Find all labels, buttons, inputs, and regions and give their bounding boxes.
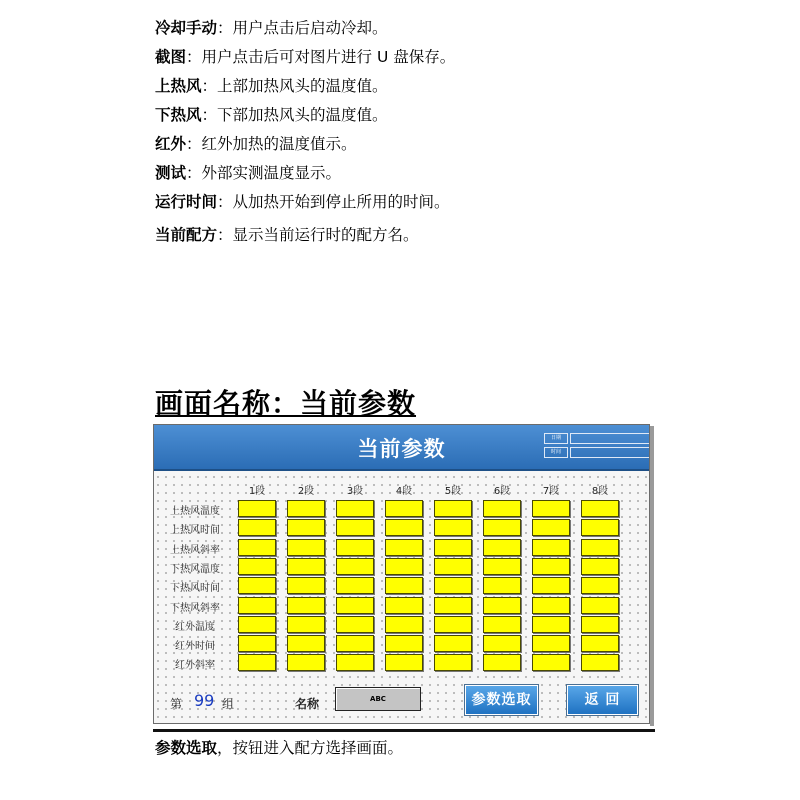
row-label: 上热风斜率 [170, 544, 220, 556]
parameter-cell[interactable] [336, 558, 374, 575]
desc-line-upper-air: 上热风：上部加热风头的温度值。 [155, 77, 388, 95]
section-title: 画面名称：当前参数 [155, 387, 417, 420]
parameter-select-button[interactable]: 参数选取 [465, 685, 538, 715]
footer-note: 参数选取，按钮进入配方选择画面。 [155, 739, 404, 757]
parameter-cell[interactable] [287, 539, 325, 556]
parameter-cell[interactable] [287, 577, 325, 594]
parameter-cell[interactable] [532, 597, 570, 614]
row-label: 红外斜率 [175, 660, 215, 672]
parameter-cell[interactable] [532, 577, 570, 594]
parameter-cell[interactable] [385, 500, 423, 517]
parameter-cell[interactable] [581, 519, 619, 536]
parameter-cell[interactable] [532, 616, 570, 633]
panel-divider [153, 729, 655, 732]
parameter-cell[interactable] [385, 597, 423, 614]
group-suffix: 组 [222, 697, 235, 711]
parameter-cell[interactable] [434, 616, 472, 633]
row-label: 上热风温度 [170, 506, 220, 517]
date-label: 日期 [544, 433, 568, 444]
parameter-cell[interactable] [287, 635, 325, 652]
name-label: 名称 [295, 697, 320, 711]
parameter-cell[interactable] [238, 500, 276, 517]
parameter-cell[interactable] [434, 500, 472, 517]
parameter-cell[interactable] [434, 519, 472, 536]
parameter-cell[interactable] [238, 597, 276, 614]
parameter-cell[interactable] [385, 635, 423, 652]
parameter-cell[interactable] [581, 500, 619, 517]
parameter-cell[interactable] [385, 654, 423, 671]
row-label: 红外温度 [175, 621, 215, 633]
desc-line-lower-air: 下热风：下部加热风头的温度值。 [155, 106, 388, 124]
parameter-cell[interactable] [287, 558, 325, 575]
parameter-cell[interactable] [336, 654, 374, 671]
parameter-cell[interactable] [483, 519, 521, 536]
parameter-cell[interactable] [532, 519, 570, 536]
parameter-cell[interactable] [336, 597, 374, 614]
parameter-cell[interactable] [581, 654, 619, 671]
desc-line-screenshot: 截图：用户点击后可对图片进行 U 盘保存。 [155, 48, 456, 66]
time-label: 时间 [544, 447, 568, 458]
parameter-cell[interactable] [287, 519, 325, 536]
column-header: 7段 [542, 486, 560, 497]
parameter-cell[interactable] [238, 654, 276, 671]
row-label: 上热风时间 [170, 525, 220, 537]
row-label: 红外时间 [175, 641, 215, 653]
parameter-cell[interactable] [385, 539, 423, 556]
desc-line-runtime: 运行时间：从加热开始到停止所用的时间。 [155, 193, 450, 211]
desc-line-infrared: 红外：红外加热的温度值示。 [155, 135, 357, 153]
column-header: 6段 [493, 486, 511, 497]
group-prefix: 第 [170, 697, 183, 711]
desc-line-cooling: 冷却手动：用户点击后启动冷却。 [155, 19, 388, 37]
parameter-cell[interactable] [336, 500, 374, 517]
parameter-cell[interactable] [238, 558, 276, 575]
parameter-cell[interactable] [287, 616, 325, 633]
parameter-cell[interactable] [434, 539, 472, 556]
parameter-cell[interactable] [238, 577, 276, 594]
parameter-cell[interactable] [532, 558, 570, 575]
parameter-cell[interactable] [287, 654, 325, 671]
desc-line-recipe: 当前配方：显示当前运行时的配方名。 [155, 226, 419, 244]
panel-header [154, 425, 649, 471]
panel-title: 当前参数 [357, 437, 446, 461]
parameter-cell[interactable] [385, 519, 423, 536]
parameter-cell[interactable] [336, 635, 374, 652]
recipe-name-display: ABC [335, 687, 421, 711]
parameter-cell[interactable] [581, 577, 619, 594]
parameter-cell[interactable] [434, 654, 472, 671]
parameter-cell[interactable] [336, 616, 374, 633]
parameter-cell[interactable] [483, 654, 521, 671]
parameter-cell[interactable] [238, 635, 276, 652]
column-header: 8段 [591, 486, 609, 497]
parameter-cell[interactable] [483, 539, 521, 556]
desc-line-test: 测试：外部实测温度显示。 [155, 164, 342, 182]
column-header: 4段 [395, 486, 413, 497]
hmi-panel [153, 424, 650, 724]
parameter-cell[interactable] [483, 558, 521, 575]
parameter-cell[interactable] [532, 539, 570, 556]
parameter-cell[interactable] [581, 558, 619, 575]
parameter-cell[interactable] [483, 577, 521, 594]
parameter-cell[interactable] [238, 519, 276, 536]
date-display [570, 433, 650, 444]
parameter-cell[interactable] [385, 577, 423, 594]
time-display [570, 447, 650, 458]
parameter-cell[interactable] [336, 519, 374, 536]
parameter-cell[interactable] [532, 654, 570, 671]
group-number: 99 [194, 691, 215, 710]
parameter-cell[interactable] [385, 558, 423, 575]
row-label: 下热风时间 [170, 583, 220, 595]
parameter-cell[interactable] [434, 577, 472, 594]
parameter-cell[interactable] [581, 635, 619, 652]
parameter-cell[interactable] [581, 597, 619, 614]
back-button[interactable]: 返 回 [567, 685, 638, 715]
column-header: 2段 [297, 486, 315, 497]
column-header: 3段 [346, 486, 364, 497]
parameter-cell[interactable] [336, 577, 374, 594]
parameter-cell[interactable] [434, 635, 472, 652]
parameter-cell[interactable] [483, 635, 521, 652]
parameter-cell[interactable] [483, 500, 521, 517]
parameter-cell[interactable] [287, 500, 325, 517]
column-header: 1段 [248, 486, 266, 497]
parameter-cell[interactable] [238, 539, 276, 556]
parameter-cell[interactable] [532, 500, 570, 517]
row-label: 下热风斜率 [170, 602, 220, 614]
row-label: 下热风温度 [170, 563, 220, 575]
parameter-cell[interactable] [434, 597, 472, 614]
column-header: 5段 [444, 486, 462, 497]
parameter-cell[interactable] [532, 635, 570, 652]
parameter-cell[interactable] [483, 616, 521, 633]
parameter-cell[interactable] [385, 616, 423, 633]
parameter-cell[interactable] [581, 616, 619, 633]
parameter-cell[interactable] [434, 558, 472, 575]
parameter-cell[interactable] [287, 597, 325, 614]
parameter-cell[interactable] [483, 597, 521, 614]
parameter-cell[interactable] [336, 539, 374, 556]
parameter-cell[interactable] [581, 539, 619, 556]
description-list [155, 14, 455, 250]
parameter-cell[interactable] [238, 616, 276, 633]
panel-shadow [650, 426, 654, 726]
